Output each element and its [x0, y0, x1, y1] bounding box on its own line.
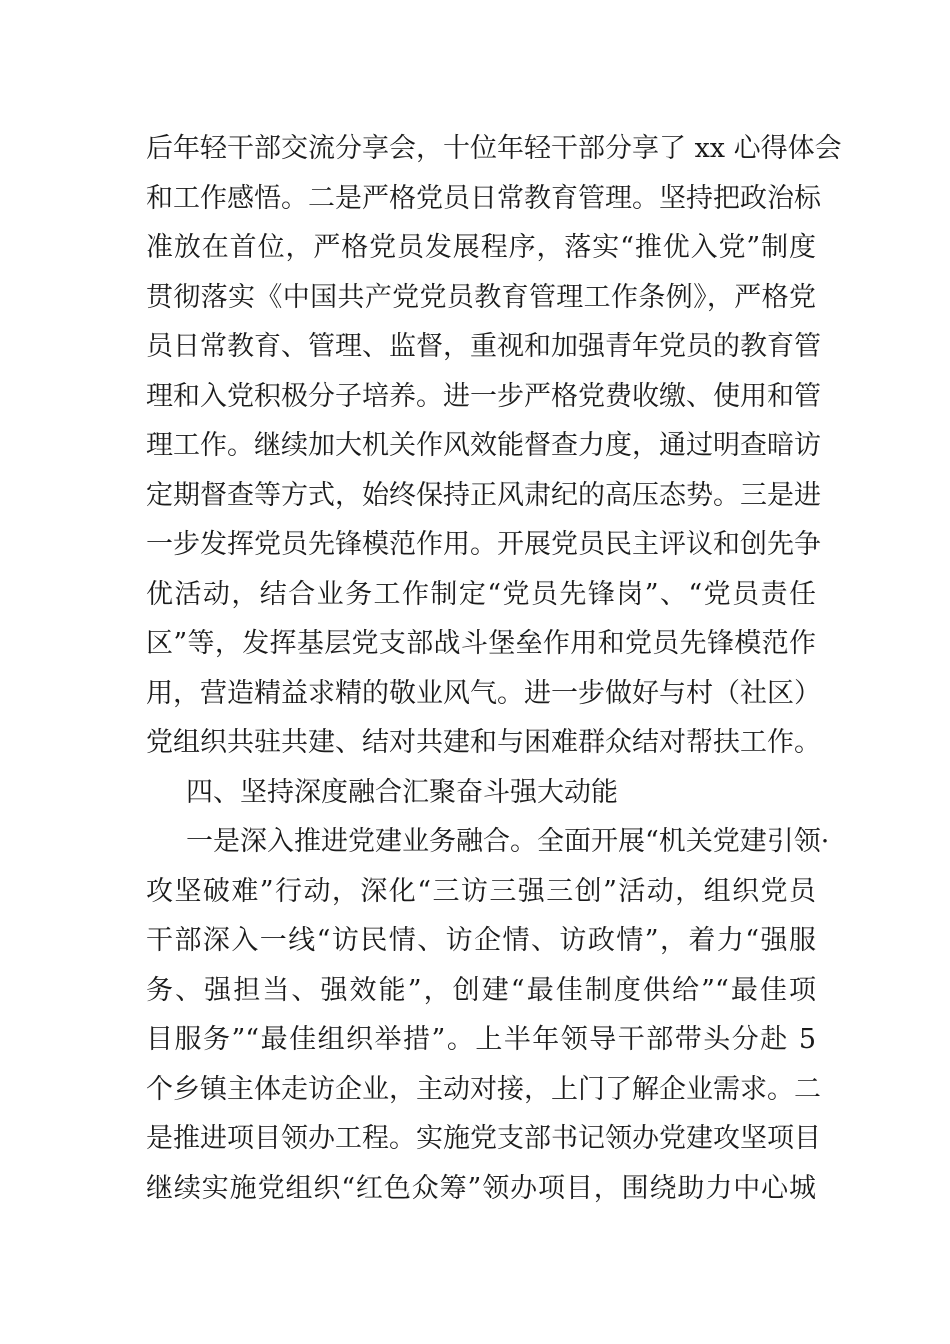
text-line: 理工作。继续加大机关作风效能督查力度，通过明查暗访	[146, 430, 821, 461]
text-line: 优活动，结合业务工作制定“党员先锋岗”、“党员责任	[146, 578, 816, 610]
text-line: 和工作感悟。二是严格党员日常教育管理。坚持把政治标	[146, 182, 821, 214]
text-line: 目服务”“最佳组织举措”。上半年领导干部带头分赴 5	[146, 1024, 816, 1055]
text-line: 用，营造精益求精的敬业风气。进一步做好与村（社区）	[146, 677, 821, 709]
text-line: 是推进项目领办工程。实施党支部书记领办党建攻坚项目	[146, 1123, 821, 1154]
section-heading: 四、坚持深度融合汇聚奋斗强大动能	[186, 776, 618, 808]
text-line: 定期督查等方式，始终保持正风肃纪的高压态势。三是进	[146, 479, 821, 511]
text-line: 贯彻落实《中国共产党党员教育管理工作条例》，严格党	[146, 281, 816, 313]
text-line: 一是深入推进党建业务融合。全面开展“机关党建引领·	[186, 826, 830, 857]
text-line: 干部深入一线“访民情、访企情、访政情”，着力“强服	[146, 925, 816, 956]
text-line: 攻坚破难”行动，深化“三访三强三创”活动，组织党员	[146, 875, 816, 907]
text-line: 一步发挥党员先锋模范作用。开展党员民主评议和创先争	[146, 529, 821, 560]
text-line: 继续实施党组织“红色众筹”领办项目，围绕助力中心城	[146, 1172, 816, 1204]
text-line: 务、强担当、强效能”，创建“最佳制度供给”“最佳项	[146, 974, 816, 1006]
text-line: 后年轻干部交流分享会，十位年轻干部分享了 xx 心得体会	[146, 133, 842, 164]
text-line: 个乡镇主体走访企业，主动对接，上门了解企业需求。二	[146, 1073, 821, 1105]
text-line: 准放在首位，严格党员发展程序，落实“推优入党”制度	[146, 232, 816, 263]
text-line: 区”等，发挥基层党支部战斗堡垒作用和党员先锋模范作	[146, 628, 816, 659]
text-line: 理和入党积极分子培养。进一步严格党费收缴、使用和管	[146, 380, 821, 412]
body-text	[146, 124, 842, 1213]
text-line: 员日常教育、管理、监督，重视和加强青年党员的教育管	[146, 331, 821, 362]
text-line: 党组织共驻共建、结对共建和与困难群众结对帮扶工作。	[146, 727, 821, 758]
